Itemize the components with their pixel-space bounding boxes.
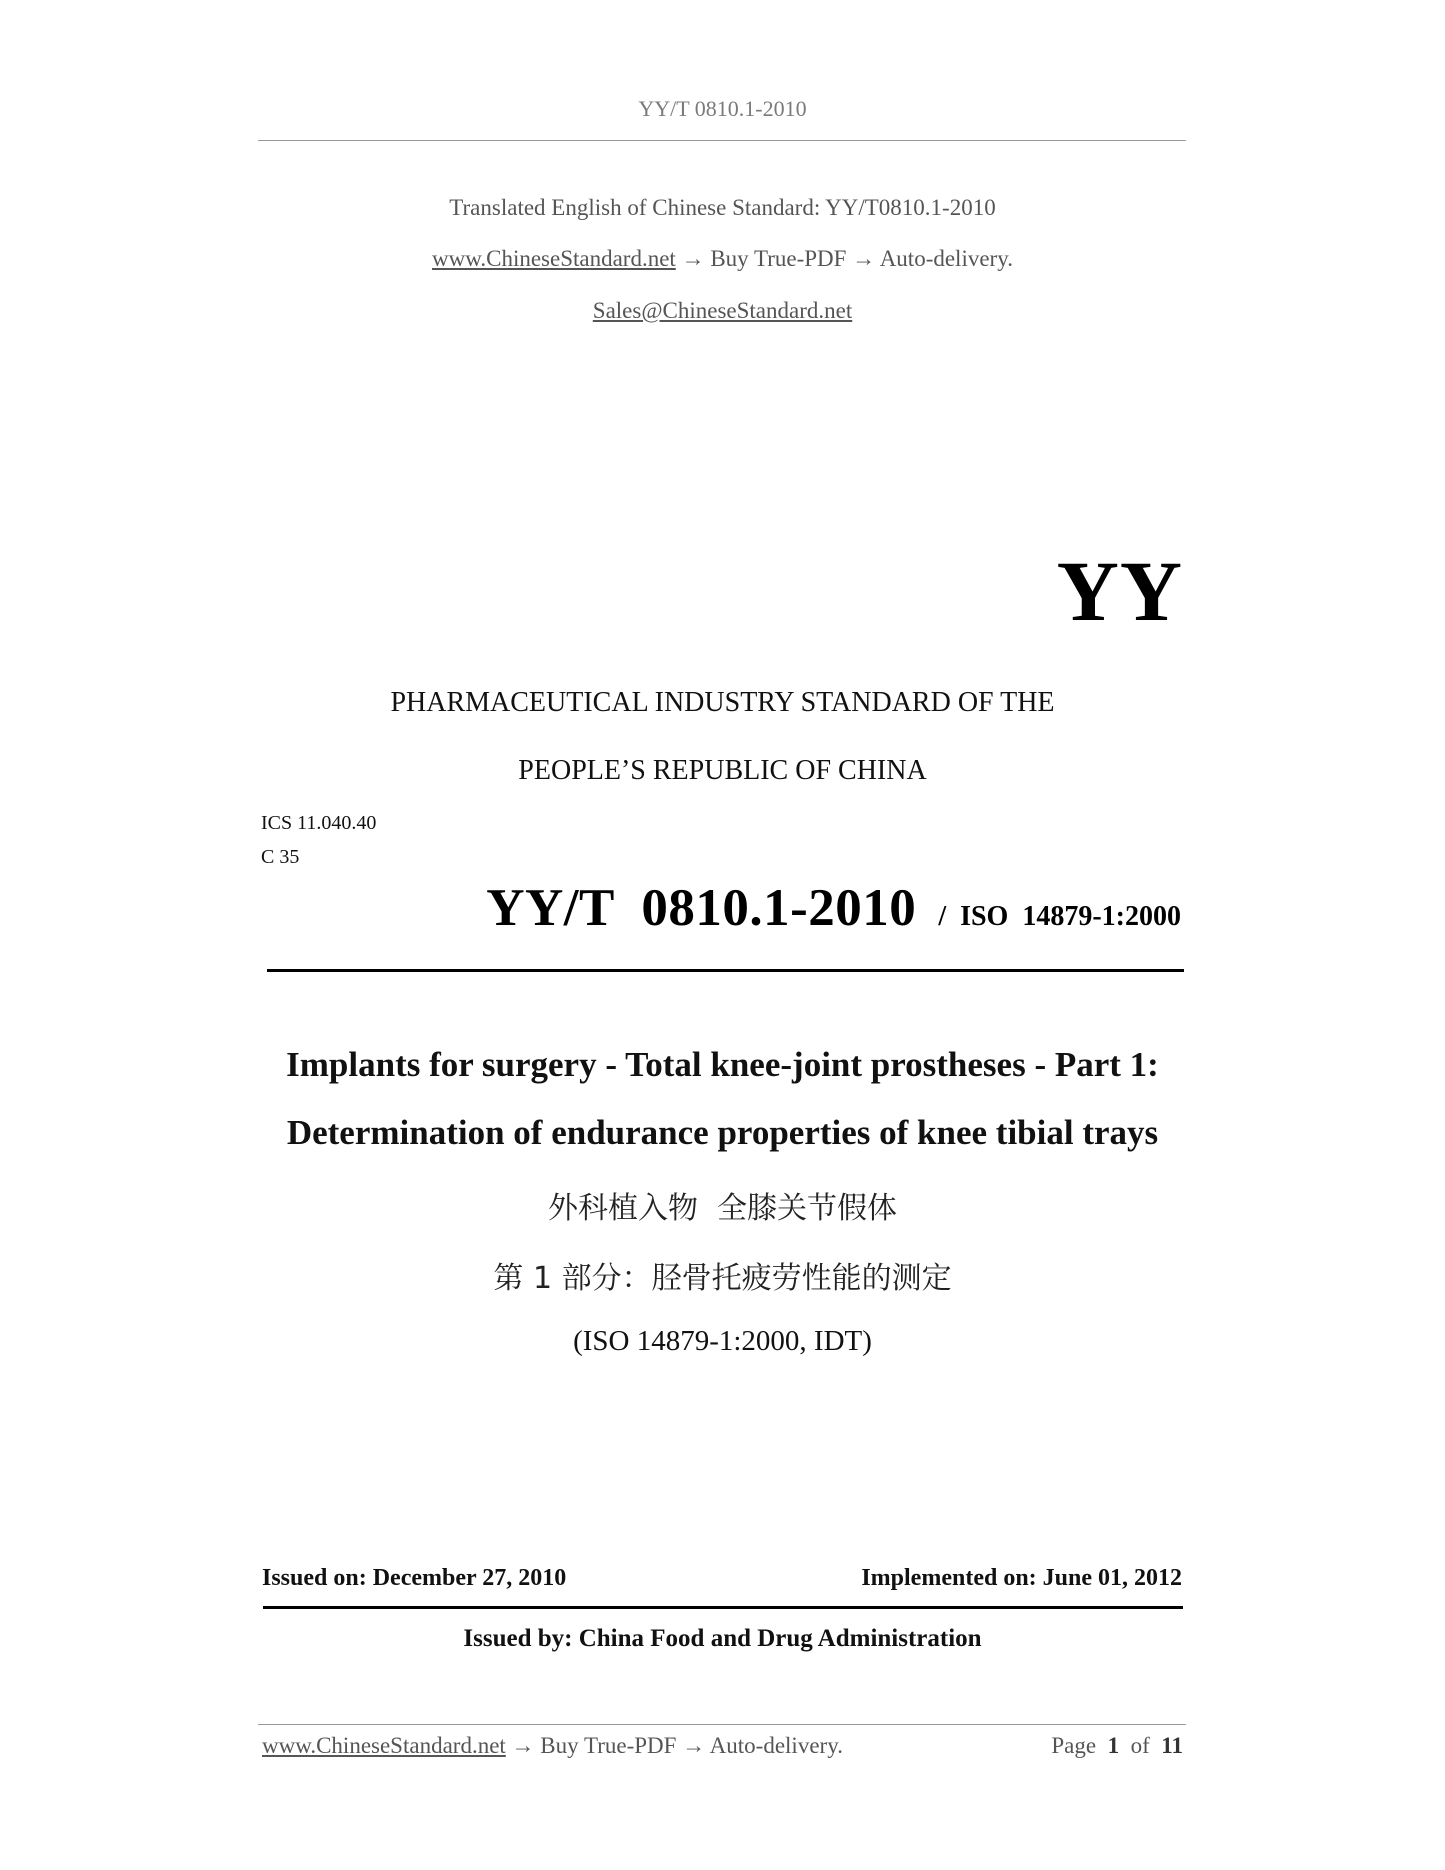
title-chinese-line-1: 外科植入物 全膝关节假体 — [547, 1191, 898, 1226]
page-of: of — [1130, 1733, 1150, 1758]
issued-on-date: Issued on: December 27, 2010 — [262, 1565, 567, 1591]
title-english-line-1: Implants for surgery - Total knee-joint prostheses - Part 1: — [286, 1045, 1159, 1084]
promo-links — [0, 246, 1445, 272]
footer-links — [262, 1733, 843, 1759]
arrow-icon: → — [852, 246, 876, 271]
title-english-line-2: Determination of endurance properties of knee tibial trays — [286, 1113, 1159, 1152]
ccs-code: C 35 — [261, 846, 300, 868]
iso-reference: / ISO 14879-1:2000 — [938, 901, 1181, 932]
issued-by: Issued by: China Food and Drug Administration — [463, 1625, 982, 1652]
promo-email-row — [0, 298, 1445, 324]
header-rule — [258, 140, 1186, 141]
adoption-note: (ISO 14879-1:2000, IDT) — [573, 1325, 872, 1357]
dates-rule — [263, 1606, 1183, 1609]
page-label: Page — [1051, 1733, 1097, 1758]
title-chinese-line-2: 第 1 部分：胫骨托疲劳性能的测定 — [493, 1261, 952, 1296]
running-header: YY/T 0810.1-2010 — [638, 96, 807, 121]
standard-number-rule — [267, 969, 1184, 972]
footer-buy-text: Buy True-PDF — [540, 1733, 677, 1758]
page-current: 1 — [1107, 1733, 1120, 1758]
standard-mark: YY — [1056, 543, 1183, 639]
footer-rule — [258, 1724, 1186, 1725]
arrow-icon: → — [682, 1733, 706, 1758]
ics-code: ICS 11.040.40 — [261, 812, 377, 834]
standard-number-row — [486, 878, 1181, 938]
buy-text: Buy True-PDF — [710, 246, 847, 271]
site-link[interactable]: www.ChineseStandard.net — [432, 246, 676, 271]
arrow-icon: → — [681, 246, 705, 271]
page-indicator — [1051, 1733, 1183, 1759]
footer-delivery-text: Auto-delivery. — [709, 1733, 843, 1758]
arrow-icon: → — [511, 1733, 535, 1758]
standard-number: YY/T 0810.1-2010 — [486, 879, 917, 937]
headline-line-1: PHARMACEUTICAL INDUSTRY STANDARD OF THE — [390, 687, 1055, 718]
headline-line-2: PEOPLE’S REPUBLIC OF CHINA — [518, 755, 927, 786]
implemented-on-date: Implemented on: June 01, 2012 — [861, 1565, 1182, 1591]
email-link[interactable]: Sales@ChineseStandard.net — [592, 298, 853, 323]
footer-site-link[interactable]: www.ChineseStandard.net — [262, 1733, 506, 1758]
promo-title: Translated English of Chinese Standard: YY/T0810.1-2010 — [449, 195, 996, 220]
delivery-text: Auto-delivery. — [879, 246, 1013, 271]
page-total: 11 — [1161, 1733, 1183, 1758]
